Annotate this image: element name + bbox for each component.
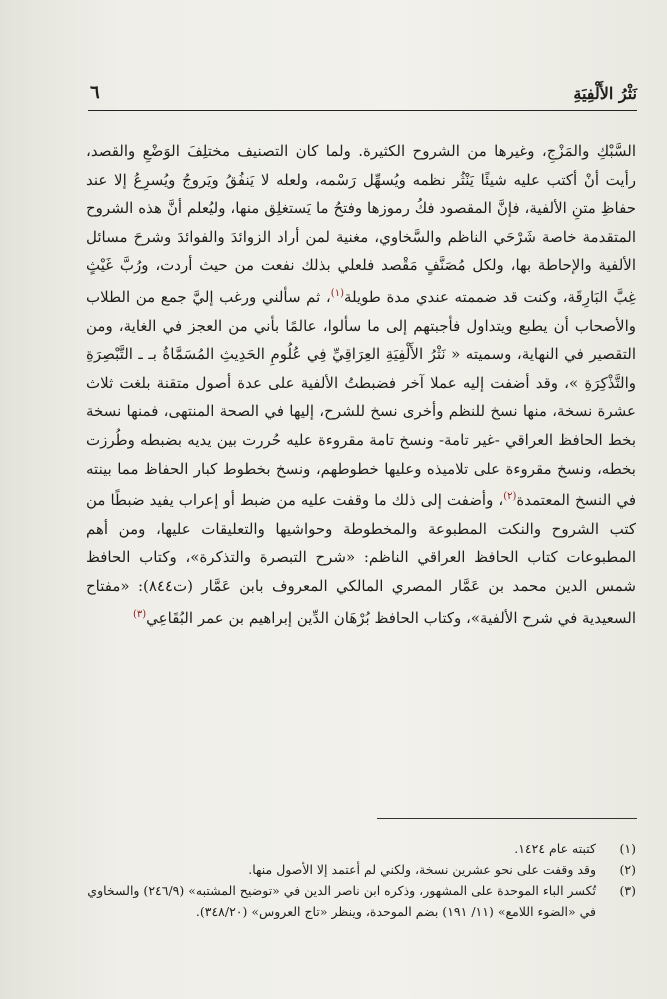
footnote-ref-3: (٣)	[132, 608, 147, 620]
footnote-item	[80, 880, 636, 922]
text-segment-2: ، ثم سألني ورغب إليَّ جمع من الطلاب والأصحاب أن يطبع ويتداول فأجبتهم إلى ما سألوا، عالمًا بأني من العجز في الغاية، ومن التقصير في النهاية، وسميته « نَثْرُ الأَلْفِيَةِ العِرَاقِيِّ فِي عُلُومِ الحَدِيثِ المُسَمَّاةُ بـ ـ التَّبْصِرَةِ والتَّذْكِرَةِ »، وقد أضفت إليه عملا آخر فضبطتُ الألفية على عدة أصول متقنة بلغت ثلاث عشرة نسخة، منها نسخ للنظم وأخرى نسخ للشرح، إليها في الصحة المنتهى، فمنها نسخة بخط الحافظ العراقي -غير تامة- ونسخ تامة مقروءة عليه حُررت بين يديه بضبطه وطُرزت بخطه، ونسخ مقروءة على تلاميذه وعليها خطوطهم، ونسخ بخطوط كبار الحفاظ مما بينته في النسخ المعتمدة	[86, 287, 636, 510]
page-number: ٦	[90, 82, 100, 103]
body-paragraph	[86, 137, 636, 632]
running-title: نَثْرُ الأَلْفِيَةِ	[573, 84, 637, 103]
page-header	[88, 84, 637, 111]
footnote-number: (٢)	[619, 862, 636, 877]
text-segment-1: السَّبْكِ والمَزْجِ، وغيرها من الشروح الكثيرة. ولما كان التصنيف مختلِفَ الوَضْعِ والقصد، رأيت أنْ أكتب عليه شيئًا يَنْثُر نظمه ويُسهِّل رَسْمه، ولعله لا يَنفُقُ ويَروجُ ويُسرِعُ إلا عند حفاظِ متنِ الألفية، فإنَّ المقصود فكُ رموزها وفتحُ ما يَستغلِق منها، وليُعلم أنَّ هذه الشروح المتقدمة خاصة شَرْحَي الناظم والسَّخاوي، مغنية لمن أراد الزوائدَ والفوائدَ وشرحَ مسائل الألفية والإحاطة بها، ولكل مُصَنَّفٍ مَقْصد فلعلي بذلك نفعت من حيث أردت، ورُبَّ غَيْثٍ غِبَّ البَارِقَة، وكنت قد ضممته عندي مدة طويلة	[86, 142, 636, 306]
main-text	[86, 137, 636, 632]
footnotes	[80, 838, 636, 922]
footnote-item	[80, 859, 636, 880]
footnote-text: كتبته عام ١٤٢٤.	[514, 841, 596, 856]
footnote-item	[80, 838, 636, 859]
footnote-number: (١)	[619, 841, 636, 856]
text-segment-3: ، وأضفت إلى ذلك ما وقفت عليه من ضبط أو إعراب يفيد ضبطًا من كتب الشروح والنكت المطبوعة والمخطوطة وحواشيها والتعليقات عليها، ومن أهم المطبوعات كتاب الحافظ العراقي الناظم: «شرح التبصرة والتذكرة»، وكتاب الحافظ شمس الدين محمد بن عَمَّار المصري المالكي المعروف بابن عَمَّار (ت٨٤٤): «مفتاح السعيدية في شرح الألفية»، وكتاب الحافظ بُرْهَان الدِّين إبراهيم بن عمر البُقَاعِي	[86, 491, 636, 627]
footnote-ref-1: (١)	[330, 287, 344, 299]
footnote-number: (٣)	[619, 883, 636, 898]
footnote-ref-2: (٢)	[503, 491, 517, 503]
footnote-text: تُكسر الباء الموحدة على المشهور، وذكره ابن ناصر الدين في «توضيح المشتبه» (٢٤٦/٩) والسخاوي في «الضوء اللامع» (١١/ ١٩١) بضم الموحدة، وينظر «تاج العروس» (٣٤٨/٢٠).	[87, 883, 596, 919]
footnote-divider	[377, 818, 637, 819]
footnote-text: وقد وقفت على نحو عشرين نسخة، ولكني لم أعتمد إلا الأصول منها.	[248, 862, 596, 877]
